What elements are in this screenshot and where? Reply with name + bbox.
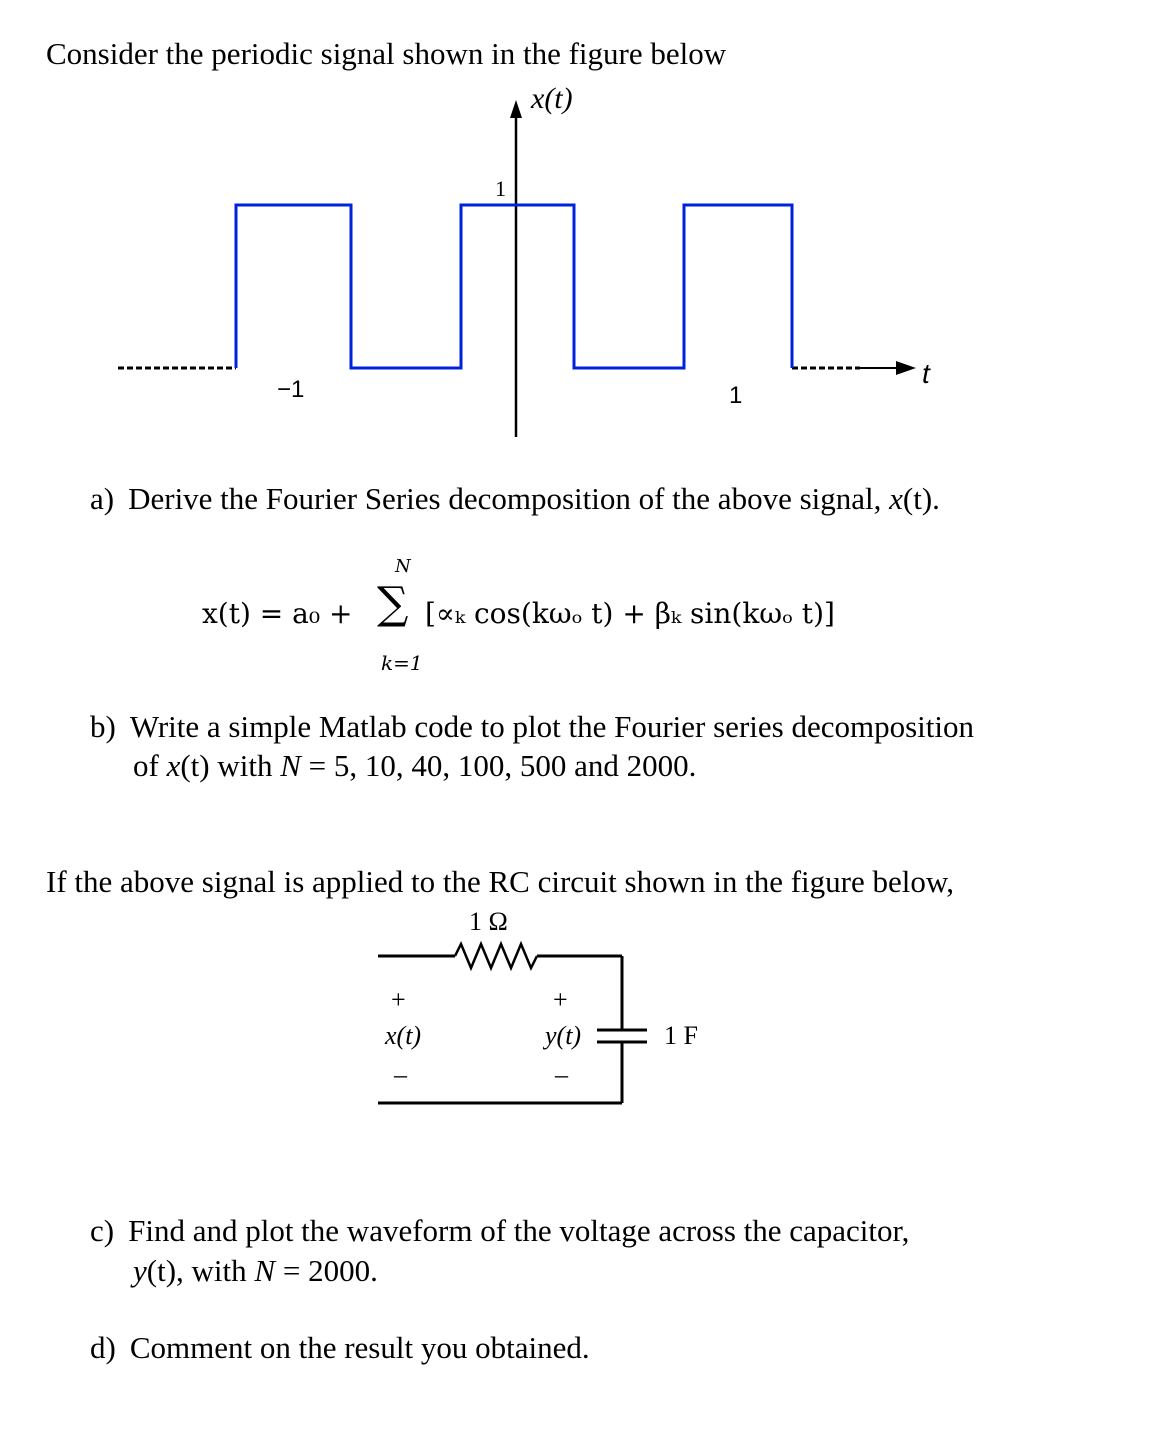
- part-a-var-arg: (t): [902, 481, 933, 516]
- output-label: y(t): [545, 1021, 582, 1050]
- part-b-text-line1: Write a simple Matlab code to plot the Fourier series decomposition: [129, 709, 974, 744]
- input-plus: +: [391, 985, 406, 1014]
- part-d-text: Comment on the result you obtained.: [129, 1330, 590, 1365]
- part-c-line2-post: = 2000.: [275, 1253, 378, 1288]
- part-c-text-line1: Find and plot the waveform of the voltage across the capacitor,: [128, 1213, 910, 1248]
- input-minus: –: [394, 1060, 407, 1089]
- part-b-line2-n: N: [280, 748, 301, 783]
- part-b-line2-var: x: [166, 748, 181, 783]
- equation-lhs: x(t) = a₀ +: [202, 597, 353, 630]
- output-plus: +: [553, 985, 568, 1014]
- input-label: x(t): [385, 1021, 422, 1050]
- part-a-marker: a): [90, 481, 115, 516]
- part-c-line2-arg: (t): [146, 1253, 177, 1288]
- part-b-line2-post: = 5, 10, 40, 100, 500 and 2000.: [300, 748, 697, 783]
- resistor-label: 1 Ω: [469, 907, 508, 936]
- part-d-question: [90, 1330, 590, 1366]
- part-c-line2: [133, 1253, 378, 1289]
- part-c-line2-mid: , with: [176, 1253, 255, 1288]
- part-b-line2-mid: with: [209, 748, 281, 783]
- part-b-line2-arg: (t): [180, 748, 210, 783]
- amplitude-label: 1: [495, 176, 506, 201]
- part-b-line2-pre: of: [133, 748, 167, 783]
- intro-text: Consider the periodic signal shown in the figure below: [46, 36, 727, 71]
- equation-upper-limit: N: [395, 556, 411, 577]
- part-d-marker: d): [90, 1330, 116, 1365]
- capacitor-label: 1 F: [664, 1021, 698, 1050]
- resistor-zigzag: [455, 944, 537, 968]
- output-minus: –: [555, 1060, 568, 1089]
- part-a-var: x: [889, 481, 903, 516]
- part-b-marker: b): [90, 709, 116, 744]
- part-c-line1: [90, 1213, 909, 1249]
- rc-intro-text: If the above signal is applied to the RC circuit shown in the figure below,: [46, 864, 954, 899]
- equation-lower-limit: k=1: [381, 651, 423, 675]
- part-a-end: .: [932, 481, 940, 516]
- equation-sum-symbol: ∑: [377, 578, 409, 629]
- t-axis-label: t: [922, 358, 930, 389]
- part-c-line2-n: N: [254, 1253, 276, 1288]
- part-c-line2-var: y: [133, 1253, 147, 1288]
- tick-pos-one: 1: [729, 382, 743, 409]
- equation-body: [∝ₖ cos(kωₒ t) + βₖ sin(kωₒ t)]: [425, 597, 835, 630]
- tick-neg-one: −1: [277, 376, 305, 403]
- part-a-text: Derive the Fourier Series decomposition of the above signal,: [128, 481, 890, 516]
- part-c-marker: c): [90, 1213, 115, 1248]
- y-axis-label: x(t): [531, 82, 573, 115]
